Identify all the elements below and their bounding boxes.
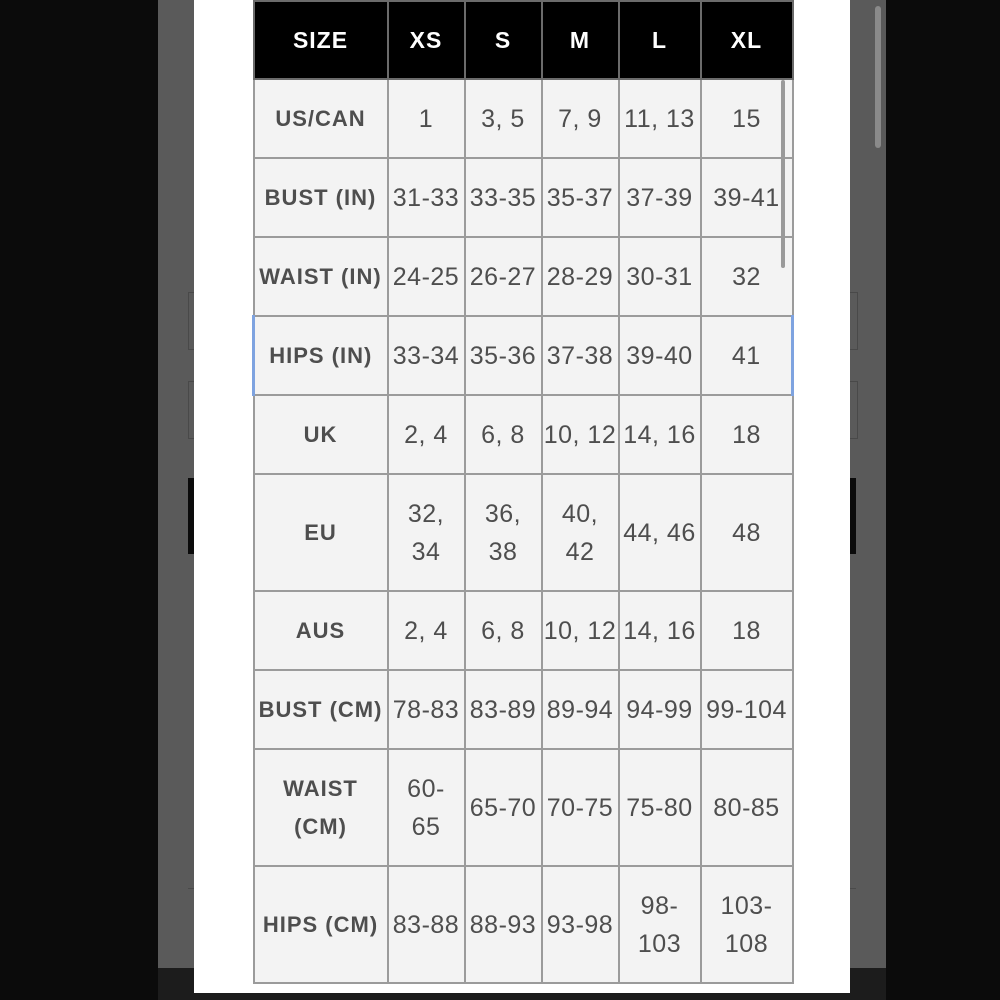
table-cell: 14, 16 [619,395,701,474]
table-cell: 36, 38 [465,474,542,591]
table-cell: 83-88 [388,866,465,983]
table-row [254,749,793,866]
table-scrollbar[interactable] [781,80,785,268]
header-row [254,1,793,79]
table-cell: 32 [701,237,793,316]
table-cell: 65-70 [465,749,542,866]
table-row [254,866,793,983]
table-cell: 40, 42 [542,474,619,591]
table-row [254,79,793,158]
table-cell: 11, 13 [619,79,701,158]
table-cell: 99-104 [701,670,793,749]
table-cell: 39-41 [701,158,793,237]
table-cell: 33-34 [388,316,465,395]
table-cell: 78-83 [388,670,465,749]
row-label: AUS [254,591,388,670]
table-cell: 14, 16 [619,591,701,670]
table-cell: 80-85 [701,749,793,866]
size-chart-table [252,0,794,984]
table-cell: 6, 8 [465,591,542,670]
header-s: S [465,1,542,79]
table-cell: 1 [388,79,465,158]
header-m: M [542,1,619,79]
table-row [254,237,793,316]
table-cell: 70-75 [542,749,619,866]
table-cell: 2, 4 [388,395,465,474]
page-scrollbar[interactable] [875,6,881,148]
table-cell: 37-39 [619,158,701,237]
table-cell: 83-89 [465,670,542,749]
table-cell: 30-31 [619,237,701,316]
table-cell: 35-36 [465,316,542,395]
table-row [254,474,793,591]
table-cell: 48 [701,474,793,591]
table-cell: 39-40 [619,316,701,395]
header-l: L [619,1,701,79]
table-cell: 15 [701,79,793,158]
table-cell: 10, 12 [542,591,619,670]
table-cell: 60- 65 [388,749,465,866]
header-xl: XL [701,1,793,79]
row-label: HIPS (IN) [254,316,388,395]
header-xs: XS [388,1,465,79]
table-cell: 10, 12 [542,395,619,474]
table-cell: 2, 4 [388,591,465,670]
table-cell: 94-99 [619,670,701,749]
table-cell: 93-98 [542,866,619,983]
table-cell: 26-27 [465,237,542,316]
row-label: EU [254,474,388,591]
table-row [254,395,793,474]
table-cell: 24-25 [388,237,465,316]
table-cell: 6, 8 [465,395,542,474]
table-cell: 3, 5 [465,79,542,158]
table-cell: 89-94 [542,670,619,749]
left-dark-area [0,0,158,1000]
row-label: HIPS (CM) [254,866,388,983]
table-cell: 7, 9 [542,79,619,158]
row-label: WAIST (IN) [254,237,388,316]
table-row [254,316,793,395]
header-size: SIZE [254,1,388,79]
table-cell: 75-80 [619,749,701,866]
table-cell: 31-33 [388,158,465,237]
row-label: UK [254,395,388,474]
row-label: BUST (CM) [254,670,388,749]
table-cell: 33-35 [465,158,542,237]
table-cell: 37-38 [542,316,619,395]
table-cell: 32, 34 [388,474,465,591]
table-row [254,591,793,670]
table-cell: 103- 108 [701,866,793,983]
right-dark-area [886,0,1000,1000]
row-label: BUST (IN) [254,158,388,237]
table-cell: 18 [701,395,793,474]
table-row [254,670,793,749]
size-chart-modal [194,0,850,993]
table-cell: 88-93 [465,866,542,983]
table-cell: 44, 46 [619,474,701,591]
table-cell: 98- 103 [619,866,701,983]
row-label: WAIST (CM) [254,749,388,866]
table-cell: 41 [701,316,793,395]
table-cell: 18 [701,591,793,670]
row-label: US/CAN [254,79,388,158]
table-cell: 35-37 [542,158,619,237]
table-cell: 28-29 [542,237,619,316]
table-row [254,158,793,237]
